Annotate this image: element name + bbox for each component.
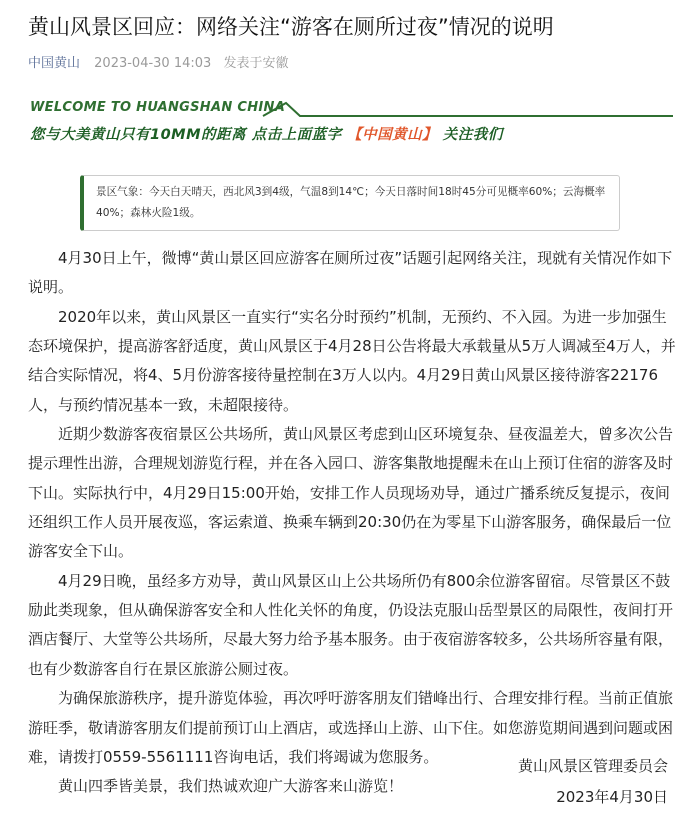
account-name-link[interactable]: 中国黄山: [28, 56, 81, 71]
weather-text: 景区气象：今天白天晴天，西北风3到4级，气温8到14℃；今天日落时间18时45分可见概率60%；云海概率40%；森林火险1级。: [96, 186, 606, 219]
signature-block: [368, 751, 668, 813]
welcome-banner: [28, 98, 673, 148]
banner-account-highlight: 【中国黄山】: [347, 127, 438, 143]
body-paragraph: 2020年以来，黄山风景区一直实行“实名分时预约”机制，无预约、不入园。为进一步加强生态环境保护，提高游客舒适度，黄山风景区于4月28日公告将最大承载量从5万人调减至4万人，并结合实际情况，将4、5月份游客接待量控制在3万人以内。4月29日黄山风景区接待游客22176人，与预约情况基本一致，未超限接待。: [28, 307, 676, 414]
banner-welcome-text: WELCOME TO HUANGSHAN CHINA: [30, 100, 286, 115]
body-paragraph: 为确保旅游秩序，提升游览体验，再次呼吁游客朋友们错峰出行、合理安排行程。当前正值旅游旺季，敬请游客朋友们提前预订山上酒店，或选择山上游、山下住。如您游览期间遇到问题或困难，请拨打0559-5561111咨询电话，我们将竭诚为您服务。: [28, 689, 674, 766]
banner-follow-text: 关注我们: [442, 127, 503, 143]
signature-date: 2023年4月30日: [556, 788, 668, 806]
article-meta: [28, 55, 288, 73]
body-paragraph: 4月29日晚，虽经多方劝导，黄山风景区山上公共场所仍有800余位游客留宿。尽管景区不鼓励此类现象，但从确保游客安全和人性化关怀的角度，仍设法克服山岳型景区的局限性，夜间打开酒店餐厅、大堂等公共场所，尽最大努力给予基本服务。由于夜宿游客较多，公共场所容量有限，也有少数游客自行在景区旅游公厕过夜。: [28, 571, 674, 678]
body-paragraph: 近期少数游客夜宿景区公共场所，黄山风景区考虑到山区环境复杂、昼夜温差大，曾多次公告提示理性出游，合理规划游览行程，并在各入园口、游客集散地提醒未在山上预订住宿的游客及时下山。实际执行中，4月29日15:00开始，安排工作人员现场劝导，通过广播系统反复提示，夜间还组织工作人员开展夜巡，客运索道、换乘车辆到20:30仍在为零星下山游客服务，确保最后一位游客安全下山。: [28, 425, 674, 561]
article-body: [28, 244, 676, 802]
banner-slogan: [30, 123, 503, 144]
publish-datetime: 2023-04-30 14:03: [94, 56, 212, 71]
article-title: 黄山风景区回应：网络关注“游客在厕所过夜”情况的说明: [28, 15, 554, 39]
banner-slogan-text: 您与大美黄山只有10MM的距离 点击上面蓝字: [30, 127, 342, 143]
weather-info-box: [80, 175, 620, 231]
signature-org: 黄山风景区管理委员会: [517, 757, 668, 775]
publish-location: 发表于安徽: [223, 56, 289, 71]
body-paragraph: 4月30日上午，微博“黄山景区回应游客在厕所过夜”话题引起网络关注，现就有关情况作如下说明。: [28, 249, 673, 297]
body-paragraph: 黄山四季皆美景，我们热诚欢迎广大游客来山游览！: [58, 777, 404, 796]
